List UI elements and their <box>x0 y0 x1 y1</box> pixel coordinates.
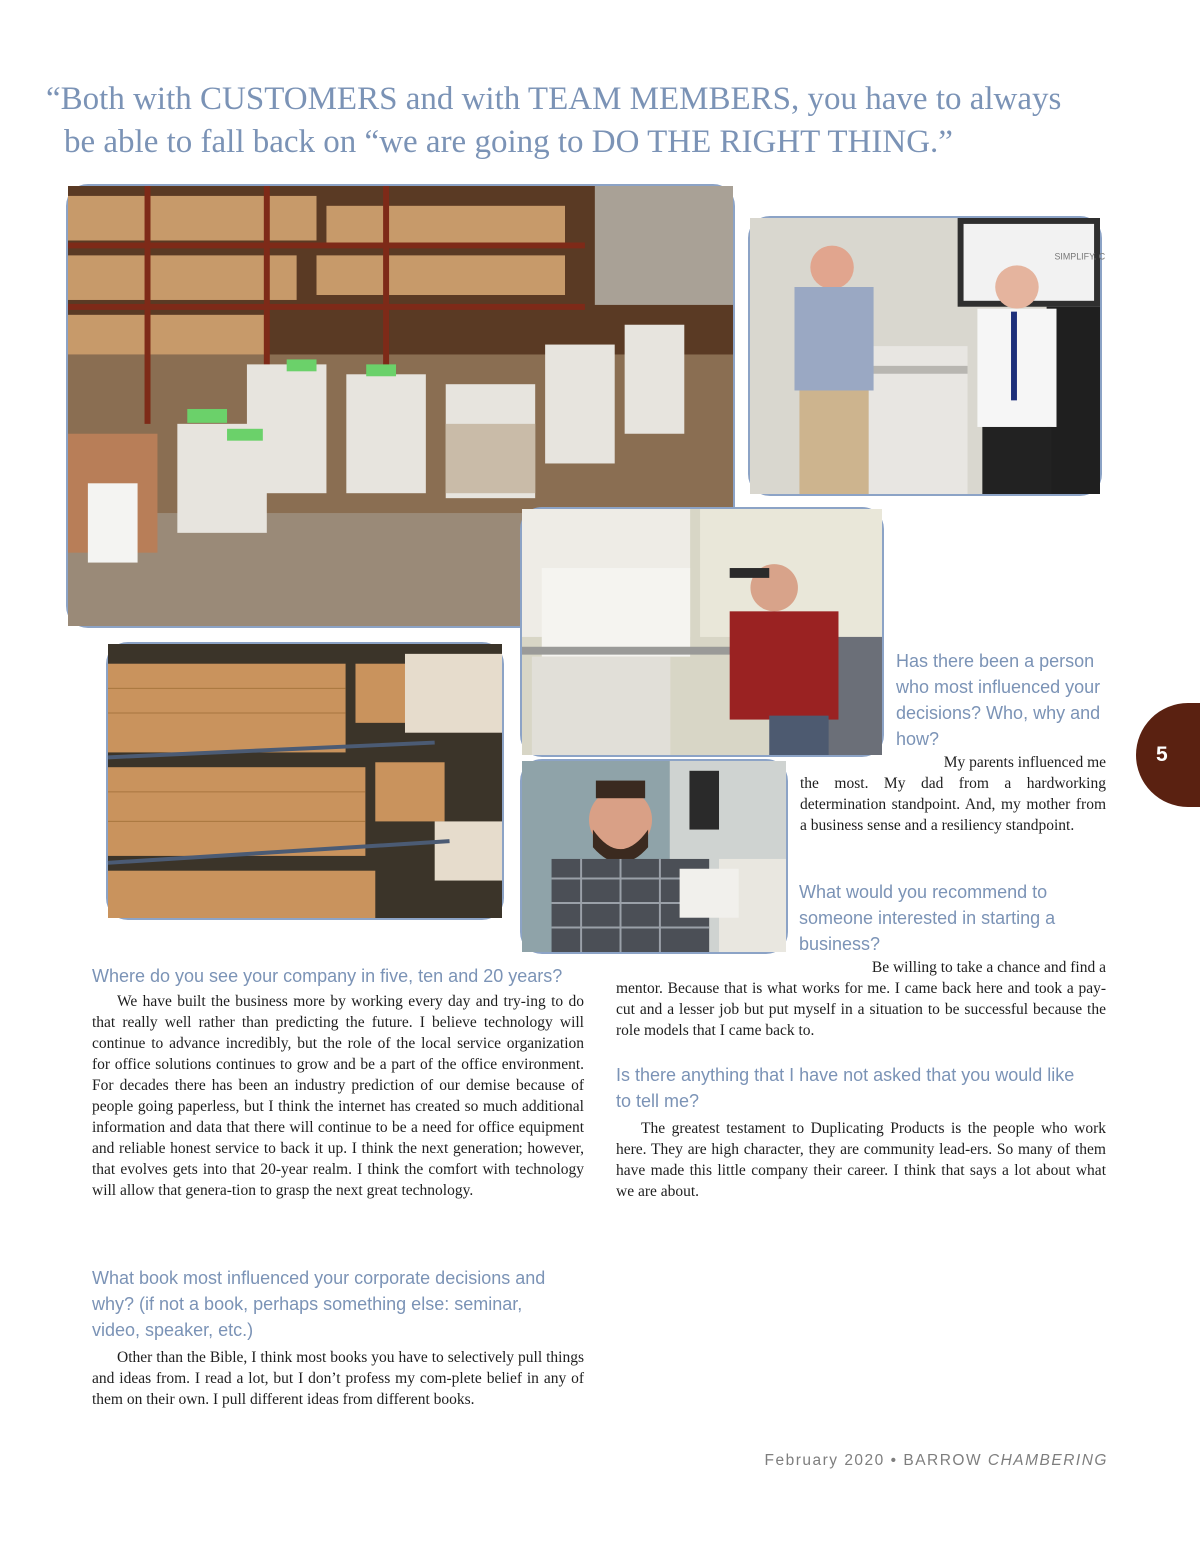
qa-influence <box>896 648 1110 752</box>
two-men-copier-photo <box>748 216 1106 496</box>
answer-influence <box>800 752 1106 836</box>
question-influence: Has there been a person who most influenced your decisions? Who, why and how? <box>896 651 1101 749</box>
answer-five-years: We have built the business more by working every day and try-ing to do that really well rather than predicting the future. I believe technology will continue to advance incredibly, but the role of the local service organization for office solutions continues to grow and be a part of the office environment. For decades there has been an industry prediction of our demise because of people going paperless, but I think the internet has created so much additional information and data that there will continue to be a need for office equipment and reliable honest service to back it up. I think the next generation; however, that evolves gets into that 20-year realm. I think the comfort with technology will allow that genera-tion to grasp the next great technology. <box>92 993 584 1199</box>
answer-anything-else: The greatest testament to Duplicating Products is the people who work here. They are high character, they are community lead-ers. So many of them have made this little company their career. I think that says a lot about what we are about. <box>616 1120 1106 1200</box>
qa-five-years <box>92 963 584 1201</box>
qa-anything-else <box>616 1062 1106 1202</box>
footer-separator: • <box>890 1452 898 1469</box>
smiling-technician-photo <box>520 759 788 954</box>
page-number: 5 <box>1156 743 1168 766</box>
question-recommend: What would you recommend to someone interested in starting a business? <box>799 882 1056 954</box>
answer-book: Other than the Bible, I think most books you have to selectively pull things and ideas from. I read a lot, but I don’t profess my com-plete belief in any of them on their own. I pull different ideas from different books. <box>92 1349 584 1408</box>
qa-book <box>92 1265 584 1410</box>
footer-date: February 2020 <box>764 1452 885 1469</box>
footer-brand: BARROW <box>903 1452 983 1469</box>
footer <box>764 1452 1108 1470</box>
footer-brand-italic: CHAMBERING <box>987 1452 1108 1469</box>
question-five-years: Where do you see your company in five, ten and 20 years? <box>92 966 563 986</box>
qa-recommend <box>799 879 1109 957</box>
question-anything-else: Is there anything that I have not asked that you would like to tell me? <box>616 1065 1075 1111</box>
technician-photo <box>520 507 884 757</box>
question-book: What book most influenced your corporate decisions and why? (if not a book, perhaps something else: seminar, video, speaker, etc.) <box>92 1268 546 1340</box>
pull-quote <box>46 78 1166 164</box>
page-number-tab <box>1136 703 1200 807</box>
pull-quote-line-2: be able to fall back on “we are going to DO THE RIGHT THING.” <box>64 124 953 160</box>
answer-influence-first-line: My parents influenced me <box>943 754 1106 771</box>
answer-influence-text: the most. My dad from a hardworking determination standpoint. And, my mother from a business sense and a resiliency standpoint. <box>800 775 1106 834</box>
answer-recommend-first-line: Be willing to take a chance and find a <box>871 959 1106 976</box>
answer-recommend-text: mentor. Because that is what works for me. I came back here and took a pay-cut and a lesser job but put myself in a situation to be successful because the role models that I came back to. <box>616 980 1106 1039</box>
pull-quote-line-1: “Both with CUSTOMERS and with TEAM MEMBERS, you have to always <box>46 81 1062 117</box>
stocked-shelves-photo <box>106 642 504 920</box>
sign-text: SIMPLIFY. C <box>1054 251 1106 262</box>
answer-recommend <box>616 957 1106 1041</box>
